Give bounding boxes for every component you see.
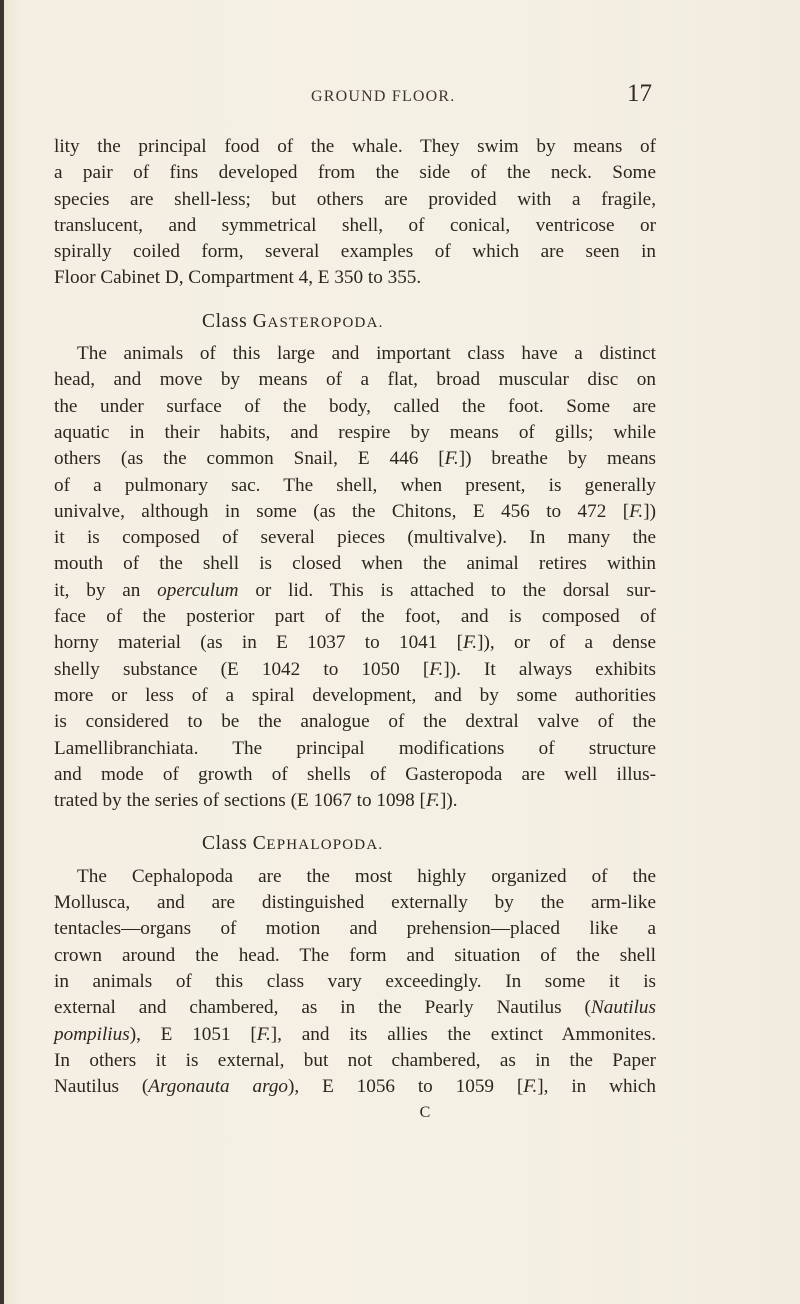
page-binding-edge bbox=[0, 0, 4, 1304]
heading-smallcaps: EPHALOPODA. bbox=[266, 837, 384, 854]
text-line: translucent, and symmetrical shell, of conical, ventricose or bbox=[54, 214, 656, 236]
text-line: trated by the series of sections (E 1067 to 1098 [F.]). bbox=[54, 790, 458, 812]
text-line: spirally coiled form, several examples of which are seen in bbox=[54, 241, 656, 263]
section-heading-cephalopoda bbox=[54, 831, 656, 857]
text-line: The animals of this large and important class have a distinct bbox=[77, 343, 656, 365]
text-line: others (as the common Snail, E 446 [F.]) breathe by means bbox=[54, 448, 656, 470]
text-line: aquatic in their habits, and respire by means of gills; while bbox=[54, 421, 656, 443]
text-line: Lamellibranchiata. The principal modifications of structure bbox=[54, 737, 656, 759]
heading-initial: G bbox=[252, 310, 268, 332]
page-body bbox=[54, 134, 656, 1122]
text-line: Floor Cabinet D, Compartment 4, E 350 to 355. bbox=[54, 267, 422, 289]
text-line: pompilius), E 1051 [F.], and its allies the extinct Ammonites. bbox=[54, 1023, 656, 1045]
text-line: in animals of this class vary exceedingly. In some it is bbox=[54, 970, 656, 992]
text-line: is considered to be the analogue of the dextral valve of the bbox=[54, 711, 656, 733]
text-line: a pair of fins developed from the side of the neck. Some bbox=[54, 162, 656, 184]
text-line: Mollusca, and are distinguished externally by the arm-like bbox=[54, 892, 656, 914]
text-line: and mode of growth of shells of Gasteropoda are well illus- bbox=[54, 763, 656, 785]
text-line: it is composed of several pieces (multivalve). In many the bbox=[54, 527, 656, 549]
text-line: The Cephalopoda are the most highly organized of the bbox=[77, 865, 656, 887]
text-line: of a pulmonary sac. The shell, when present, is generally bbox=[54, 474, 656, 496]
text-line: it, by an operculum or lid. This is attached to the dorsal sur- bbox=[54, 579, 656, 601]
heading-word: Class bbox=[202, 833, 248, 855]
text-line: external and chambered, as in the Pearly Nautilus (Nautilus bbox=[54, 997, 656, 1019]
text-line: univalve, although in some (as the Chitons, E 456 to 472 [F.]) bbox=[54, 500, 656, 522]
text-line: shelly substance (E 1042 to 1050 [F.]). It always exhibits bbox=[54, 658, 656, 680]
text-line: lity the principal food of the whale. They swim by means of bbox=[54, 136, 656, 157]
text-line: more or less of a spiral development, and by some authorities bbox=[54, 684, 656, 706]
section-heading-gasteropoda bbox=[54, 309, 656, 335]
heading-smallcaps: ASTEROPODA. bbox=[267, 314, 384, 331]
text-line: In others it is external, but not chambered, as in the Paper bbox=[54, 1049, 656, 1071]
text-line: species are shell-less; but others are provided with a fragile, bbox=[54, 188, 656, 210]
signature-mark: C bbox=[419, 1104, 431, 1122]
text-line: mouth of the shell is closed when the animal retires within bbox=[54, 553, 656, 575]
text-line: Nautilus (Argonauta argo), E 1056 to 1059 [F.], in which bbox=[54, 1076, 656, 1098]
running-head: GROUND FLOOR. bbox=[311, 88, 456, 105]
text-line: tentacles—organs of motion and prehension—placed like a bbox=[54, 918, 656, 940]
text-line: head, and move by means of a flat, broad muscular disc on bbox=[54, 369, 656, 391]
heading-word: Class bbox=[202, 310, 248, 332]
text-line: face of the posterior part of the foot, and is composed of bbox=[54, 606, 656, 628]
page-number: 17 bbox=[627, 80, 652, 107]
text-line: horny material (as in E 1037 to 1041 [F.]), or of a dense bbox=[54, 632, 657, 654]
page-header bbox=[0, 80, 800, 110]
text-line: the under surface of the body, called the foot. Some are bbox=[54, 395, 656, 417]
heading-initial: C bbox=[252, 833, 267, 855]
text-line: crown around the head. The form and situation of the shell bbox=[54, 944, 656, 966]
